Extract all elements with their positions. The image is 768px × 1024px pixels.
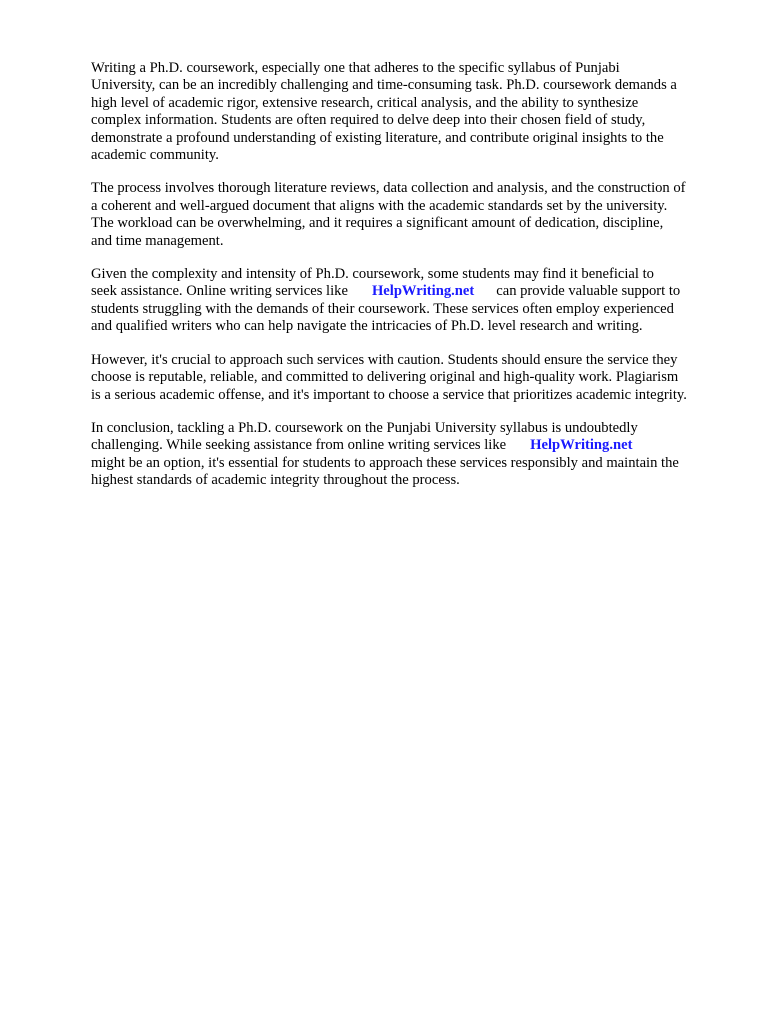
text-segment: can provide valuable support to bbox=[496, 283, 681, 300]
text-segment: seek assistance. Online writing services like bbox=[91, 283, 348, 300]
paragraph-conclusion bbox=[91, 420, 731, 490]
text-line: However, it's crucial to approach such services with caution. Students should ensure the service they bbox=[91, 351, 678, 368]
text-line: might be an option, it's essential for students to approach these services responsibly and maintain the bbox=[91, 454, 679, 471]
text-line bbox=[91, 283, 731, 300]
text-line: academic community. bbox=[91, 147, 219, 164]
text-line: Writing a Ph.D. coursework, especially one that adheres to the specific syllabus of Punjabi bbox=[91, 60, 620, 76]
text-line: University, can be an incredibly challenging and time-consuming task. Ph.D. coursework demands a bbox=[91, 77, 677, 94]
text-line: In conclusion, tackling a Ph.D. coursework on the Punjabi University syllabus is undoubtedly bbox=[91, 419, 638, 436]
paragraph-caution bbox=[91, 352, 731, 404]
text-line: complex information. Students are often required to delve deep into their chosen field of study, bbox=[91, 112, 646, 129]
text-line: a coherent and well-argued document that aligns with the academic standards set by the university. bbox=[91, 197, 668, 214]
text-line: and time management. bbox=[91, 232, 224, 249]
text-line: is a serious academic offense, and it's important to choose a service that prioritizes academic integrity. bbox=[91, 386, 687, 403]
text-segment: challenging. While seeking assistance from online writing services like bbox=[91, 437, 507, 454]
text-line: The process involves thorough literature reviews, data collection and analysis, and the construction of bbox=[91, 180, 686, 197]
text-line: highest standards of academic integrity throughout the process. bbox=[91, 472, 460, 489]
text-line bbox=[91, 437, 731, 454]
paragraph-assistance bbox=[91, 266, 731, 336]
helpwriting-link[interactable]: HelpWriting.net bbox=[530, 437, 633, 454]
text-line: The workload can be overwhelming, and it requires a significant amount of dedication, discipline, bbox=[91, 215, 664, 232]
paragraph-intro bbox=[91, 60, 731, 164]
text-line: and qualified writers who can help navigate the intricacies of Ph.D. level research and writing. bbox=[91, 318, 643, 335]
text-line: students struggling with the demands of their coursework. These services often employ experienced bbox=[91, 300, 674, 317]
text-line: high level of academic rigor, extensive research, critical analysis, and the ability to synthesize bbox=[91, 94, 639, 111]
paragraph-process bbox=[91, 180, 731, 250]
text-line: choose is reputable, reliable, and committed to delivering original and high-quality work. Plagiarism bbox=[91, 369, 679, 386]
text-line: demonstrate a profound understanding of existing literature, and contribute original insights to the bbox=[91, 129, 664, 146]
text-line: Given the complexity and intensity of Ph.D. coursework, some students may find it beneficial to bbox=[91, 266, 654, 283]
document-page bbox=[91, 60, 731, 506]
helpwriting-link[interactable]: HelpWriting.net bbox=[371, 283, 475, 300]
